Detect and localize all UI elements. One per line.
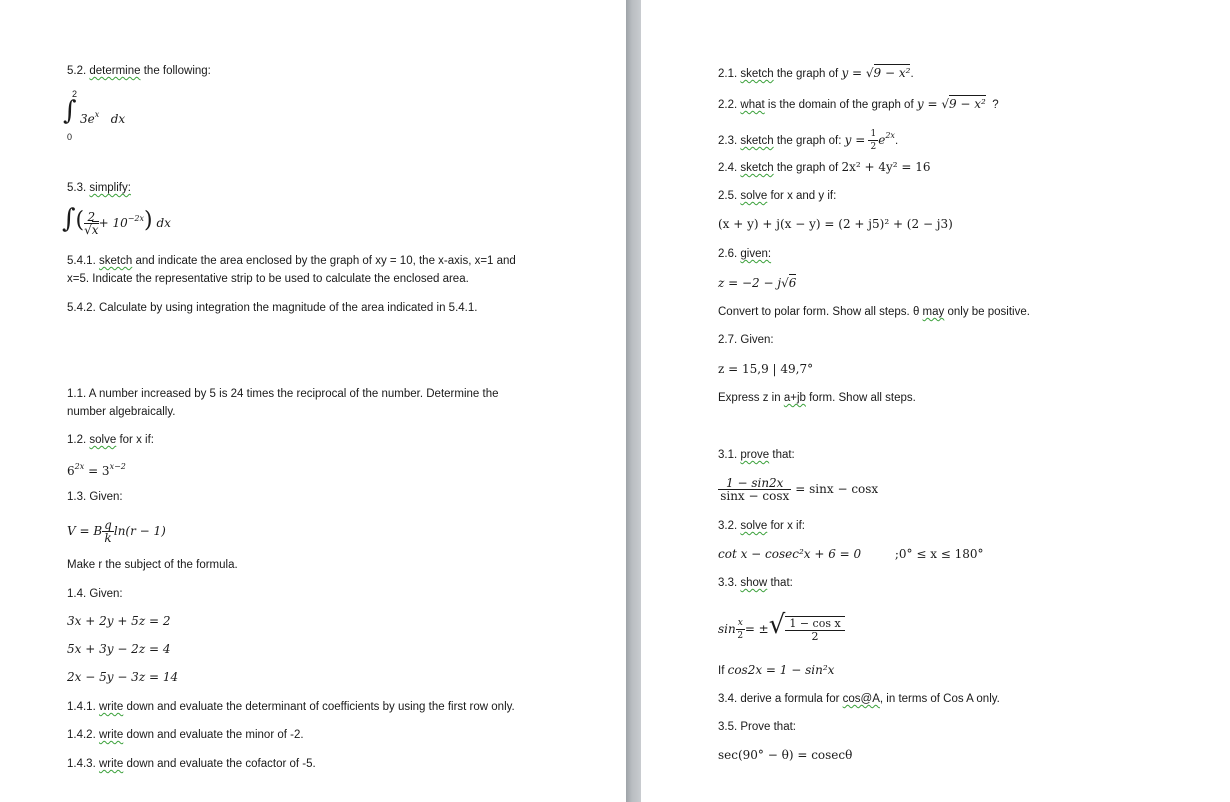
question-verb: determine <box>89 65 141 77</box>
equation-1-4-a: 3x + 2y + 5z = 2 <box>67 614 171 628</box>
question-2-7-instruction: Express z in a+jb form. Show all steps. <box>718 392 916 404</box>
equation-1-4-b: 5x + 3y − 2z = 4 <box>67 642 171 656</box>
question-2-6-instruction: Convert to polar form. Show all steps. θ may only be positive. <box>718 306 1030 318</box>
question-5-4-2: 5.4.2. Calculate by using integration the magnitude of the area indicated in 5.4.1. <box>67 302 478 314</box>
question-3-5: 3.5. Prove that: <box>718 721 796 733</box>
equation-3-3: sin $\frac{x}{2}$ = ±√ $\frac{\text{1 − cos x}}{2}$ <box>718 605 845 649</box>
question-1-1-line2: number algebraically. <box>67 406 176 418</box>
question-1-4-1: 1.4.1. write down and evaluate the determinant of coefficients by using the first row only. <box>67 701 515 713</box>
question-2-3: 2.3. sketch the graph of: y = $\frac{1}{2}$ $e^{2x}$. <box>718 129 899 153</box>
equation-3-1: $\frac{1 - \sin 2x}{\sin x - \cos x}$ = sinx − cosx <box>718 474 878 504</box>
equation-1-4-c: 2x − 5y − 3z = 14 <box>67 670 179 684</box>
equation-3-5: sec(90° − θ) = cosecθ <box>718 748 853 762</box>
question-1-4-3: 1.4.3. write down and evaluate the cofactor of -5. <box>67 758 316 770</box>
equation-1-3: V = B $\frac{q}{k}$ ln(r − 1) <box>67 518 166 545</box>
equation-3-2: cot x − cosec²x + 6 = 0 ;0° ≤ x ≤ 180° <box>718 547 984 561</box>
question-1-1: 1.1. A number increased by 5 is 24 times the reciprocal of the number. Determine the <box>67 388 499 400</box>
integral-lower-limit: 0 <box>67 132 73 142</box>
integral-upper-limit: 2 <box>72 89 78 99</box>
question-1-4: 1.4. Given: <box>67 588 123 600</box>
equation-2-6: z = −2 − j√6 <box>718 276 797 290</box>
question-2-1: 2.1. sketch the graph of y = √9 − x². <box>718 66 914 80</box>
question-5-4-1: 5.4.1. sketch and indicate the area enclosed by the graph of xy = 10, the x-axis, x=1 and <box>67 255 516 267</box>
equation-2-5: (x + y) + j(x − y) = (2 + j5)² + (2 − j3) <box>718 217 953 231</box>
integral-sign: ∫ <box>63 96 77 126</box>
question-2-4: 2.4. sketch the graph of 2x² + 4y² = 16 <box>718 160 931 174</box>
question-1-2: 1.2. solve for x if: <box>67 434 154 446</box>
integral-expression: ∫( $\frac{2}{√x}$ + $10^{-2x}$) dx <box>62 204 171 237</box>
question-3-1: 3.1. prove that: <box>718 449 795 461</box>
question-1-4-2: 1.4.2. write down and evaluate the minor of -2. <box>67 729 304 741</box>
integral-integrand: $3e^x$ dx <box>80 110 126 126</box>
question-2-5: 2.5. solve for x and y if: <box>718 190 837 202</box>
equation-1-2: $6^{2x} = 3^{x-2}$ <box>67 462 126 478</box>
question-text: the following: <box>143 65 211 77</box>
question-1-3-instruction: Make r the subject of the formula. <box>67 559 238 571</box>
question-5-3: 5.3. simplify: <box>67 182 131 194</box>
question-3-2: 3.2. solve for x if: <box>718 520 805 532</box>
question-1-3: 1.3. Given: <box>67 491 123 503</box>
question-verb: simplify: <box>89 182 131 194</box>
question-3-4: 3.4. derive a formula for cos@A, in terms of Cos A only. <box>718 693 1000 705</box>
question-3-3-condition: If cos2x = 1 − sin²x <box>718 663 835 677</box>
question-2-7: 2.7. Given: <box>718 334 774 346</box>
equation-2-7: z = 15,9 | 49,7° <box>718 362 814 376</box>
question-2-2: 2.2. what is the domain of the graph of y = √9 − x² ? <box>718 97 999 111</box>
question-number: 5.2. <box>67 65 87 77</box>
question-3-3: 3.3. show that: <box>718 577 793 589</box>
page-gutter <box>626 0 641 802</box>
question-5-4-1-line2: x=5. Indicate the representative strip to be used to calculate the enclosed area. <box>67 273 469 285</box>
question-5-2 <box>67 64 211 78</box>
question-2-6: 2.6. given: <box>718 248 772 260</box>
